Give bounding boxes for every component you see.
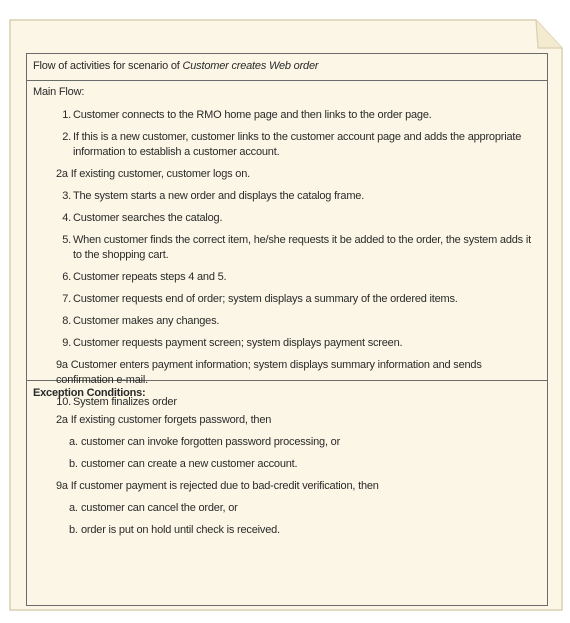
step-number: 1.	[62, 109, 71, 121]
step-number: 3.	[62, 190, 71, 202]
option-letter: a.	[69, 436, 78, 448]
main-flow-heading: Main Flow:	[33, 86, 85, 98]
step-text: Customer makes any changes.	[73, 315, 220, 327]
flow-step	[33, 395, 541, 410]
step-text: Customer repeats steps 4 and 5.	[73, 271, 227, 283]
option-letter: b.	[69, 524, 78, 536]
scenario-title-prefix: Flow of activities for scenario of	[33, 60, 183, 72]
flow-step	[33, 336, 541, 351]
flow-step	[33, 292, 541, 307]
step-text: Customer requests payment screen; system displays payment screen.	[73, 337, 403, 349]
flow-step	[33, 130, 541, 160]
scenario-table	[26, 53, 548, 606]
step-text: Customer searches the catalog.	[73, 212, 223, 224]
option-letter: b.	[69, 458, 78, 470]
step-text: System finalizes order	[73, 396, 177, 408]
step-text: Customer connects to the RMO home page and then links to the order page.	[73, 109, 432, 121]
flow-step	[33, 270, 541, 285]
exception-heading: Exception Conditions:	[33, 387, 146, 399]
step-number: 8.	[62, 315, 71, 327]
flow-substep: 2a If existing customer, customer logs on.	[56, 168, 250, 180]
option-text: order is put on hold until check is received.	[81, 524, 280, 536]
step-text: When customer finds the correct item, he/she requests it be added to the order, the system adds it to the shopping cart.	[73, 234, 531, 261]
option-text: customer can cancel the order, or	[81, 502, 238, 514]
step-text: The system starts a new order and displays the catalog frame.	[73, 190, 365, 202]
option-text: customer can invoke forgotten password processing, or	[81, 436, 341, 448]
step-number: 6.	[62, 271, 71, 283]
step-number: 7.	[62, 293, 71, 305]
exception-option	[33, 457, 541, 472]
flow-step	[33, 189, 541, 204]
step-number: 10.	[56, 396, 71, 408]
scenario-name: Customer creates Web order	[182, 60, 319, 72]
step-number: 4.	[62, 212, 71, 224]
step-number: 5.	[62, 234, 71, 246]
exception-option	[33, 501, 541, 516]
step-number: 2.	[62, 131, 71, 143]
exception-condition: 9a If customer payment is rejected due to bad-credit verification, then	[56, 480, 379, 492]
step-number: 9.	[62, 337, 71, 349]
flow-step	[33, 108, 541, 123]
option-text: customer can create a new customer account.	[81, 458, 298, 470]
flow-step	[33, 314, 541, 329]
step-text: If this is a new customer, customer links to the customer account page and adds the appropriate information to establish a customer account.	[73, 131, 522, 158]
flow-step	[33, 211, 541, 226]
exception-option	[33, 523, 541, 538]
note-diagram	[8, 18, 564, 612]
step-text: Customer requests end of order; system displays a summary of the ordered items.	[73, 293, 458, 305]
option-letter: a.	[69, 502, 78, 514]
scenario-title	[27, 54, 547, 81]
exception-condition: 2a If existing customer forgets password, then	[56, 414, 272, 426]
flow-substep: 9a Customer enters payment information; system displays summary information and sends confirmation e-mail.	[56, 359, 482, 386]
exception-option	[33, 435, 541, 450]
flow-step	[33, 233, 541, 263]
